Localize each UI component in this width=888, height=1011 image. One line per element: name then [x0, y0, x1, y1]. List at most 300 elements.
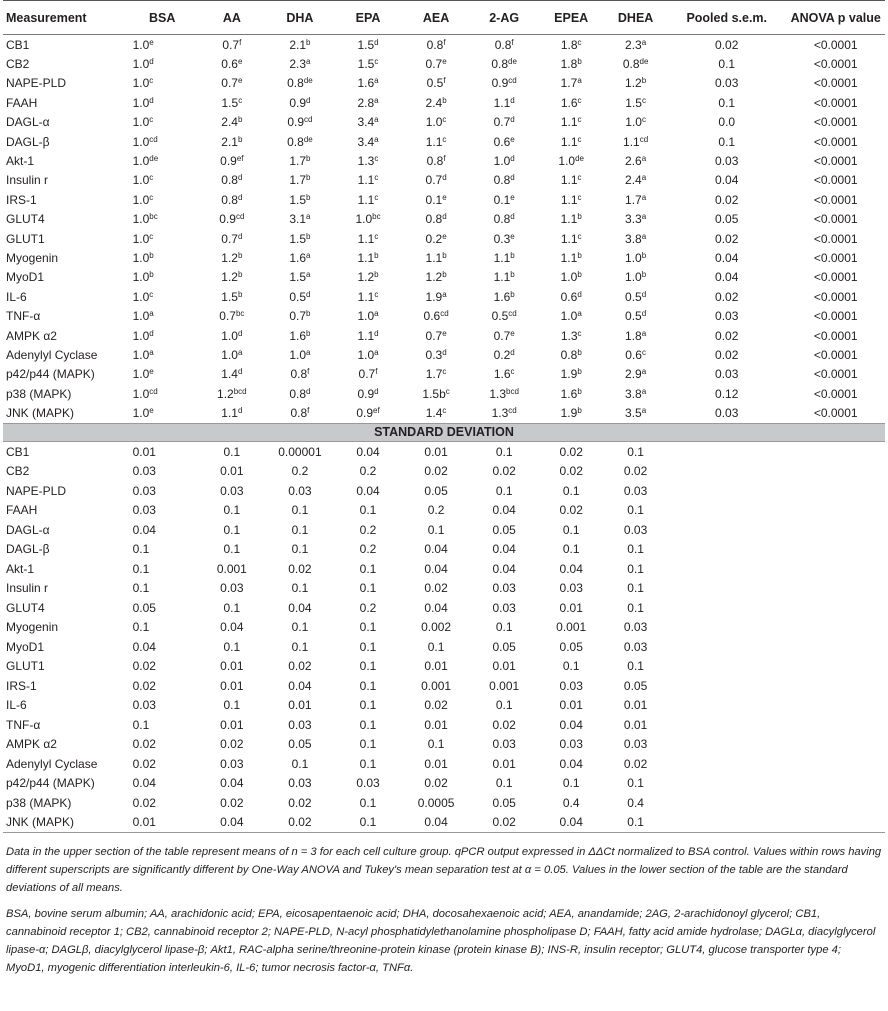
significance-letter: a: [577, 309, 582, 319]
significance-letter: b: [237, 289, 243, 299]
mean-value: 1.8: [625, 328, 642, 343]
pooled-sem: 0.1: [718, 57, 736, 72]
sd-cell: 0.03: [623, 639, 648, 654]
row-label: JNK (MAPK): [6, 406, 75, 421]
empty-cell: [786, 461, 885, 481]
mean-cell: [470, 384, 538, 403]
mean-cell: [538, 54, 604, 73]
mean-cell: [470, 113, 538, 132]
significance-letter: f: [375, 367, 378, 377]
empty-cell: [786, 676, 885, 696]
row-label: IL-6: [6, 289, 27, 304]
significance-letter: a: [641, 212, 647, 222]
sd-cell: 0.04: [132, 639, 156, 654]
mean-cell: [604, 74, 667, 93]
sd-cell: 0.1: [495, 698, 513, 713]
significance-letter: c: [149, 231, 154, 241]
table-row: [3, 481, 885, 501]
mean-value: 1.5: [357, 57, 375, 72]
mean-cell: [127, 74, 198, 93]
sd-cell: 0.1: [223, 698, 241, 713]
sd-cell: 0.03: [559, 678, 583, 693]
mean-value: 1.0: [625, 270, 642, 285]
pooled-sem: 0.03: [715, 367, 739, 382]
significance-letter: c: [442, 115, 447, 125]
sd-cell: 0.01: [424, 659, 448, 674]
mean-cell: [127, 229, 198, 248]
sd-cell: 0.04: [288, 678, 312, 693]
row-label: p38 (MAPK): [6, 795, 72, 810]
mean-cell: [266, 248, 334, 267]
mean-value: 1.0: [132, 173, 150, 188]
row-label: GLUT1: [6, 231, 45, 246]
sd-cell: 0.1: [627, 503, 644, 518]
sd-cell: 0.1: [359, 698, 377, 713]
mean-cell: [402, 132, 470, 151]
significance-letter: d: [510, 212, 515, 222]
table-row: [3, 441, 885, 461]
significance-letter: de: [303, 134, 313, 144]
significance-letter: e: [149, 37, 154, 47]
sd-cell: 0.01: [492, 659, 516, 674]
mean-cell: [334, 306, 402, 325]
pooled-sem: 0.03: [715, 309, 739, 324]
significance-letter: a: [306, 57, 311, 67]
sd-cell: 0.03: [132, 483, 156, 498]
significance-letter: a: [237, 347, 243, 357]
mean-value: 1.0: [221, 328, 238, 343]
mean-value: 1.5b: [422, 386, 446, 401]
sd-cell: 0.1: [359, 795, 377, 810]
mean-cell: [127, 54, 198, 73]
significance-letter: b: [641, 270, 647, 280]
column-header: Pooled s.e.m.: [667, 1, 786, 35]
mean-cell: [402, 229, 470, 248]
mean-value: 1.1: [493, 250, 511, 265]
empty-cell: [667, 676, 786, 696]
mean-cell: [470, 403, 538, 423]
mean-value: 0.8: [287, 134, 304, 149]
sd-cell: 0.00001: [278, 444, 322, 459]
mean-value: 0.5: [625, 289, 642, 304]
mean-value: 1.0: [560, 309, 578, 324]
significance-letter: b: [577, 367, 582, 377]
significance-letter: d: [374, 328, 379, 338]
table-row: [3, 171, 885, 190]
mean-cell: [266, 345, 334, 364]
row-label: Insulin r: [6, 581, 49, 596]
sd-cell: 0.2: [359, 522, 377, 537]
mean-value: 1.0: [132, 134, 150, 149]
mean-cell: [334, 35, 402, 55]
mean-cell: [334, 74, 402, 93]
sd-cell: 0.1: [562, 483, 580, 498]
mean-cell: [470, 229, 538, 248]
significance-letter: f: [239, 37, 242, 47]
pooled-sem: 0.0: [718, 115, 736, 130]
mean-value: 1.0: [221, 347, 238, 362]
empty-cell: [786, 734, 885, 754]
significance-letter: bc: [149, 212, 158, 222]
significance-letter: f: [443, 76, 446, 86]
mean-cell: [334, 210, 402, 229]
significance-letter: b: [510, 270, 515, 280]
mean-cell: [604, 190, 667, 209]
sd-cell: 0.1: [132, 542, 150, 557]
mean-cell: [538, 151, 604, 170]
mean-value: 1.3: [489, 386, 507, 401]
anova-p: <0.0001: [813, 115, 858, 130]
mean-value: 1.8: [560, 37, 578, 52]
mean-value: 0.7: [425, 328, 443, 343]
significance-letter: bc: [372, 212, 381, 222]
significance-letter: d: [237, 231, 243, 241]
mean-value: 1.1: [623, 134, 640, 149]
empty-cell: [786, 539, 885, 559]
sd-cell: 0.03: [492, 737, 516, 752]
mean-cell: [127, 403, 198, 423]
mean-cell: [198, 306, 266, 325]
sd-cell: 0.1: [627, 776, 644, 791]
sd-cell: 0.1: [495, 444, 513, 459]
significance-letter: de: [575, 154, 584, 164]
mean-value: 1.1: [560, 212, 578, 227]
pooled-sem: 0.02: [715, 289, 739, 304]
mean-value: 1.6: [493, 289, 511, 304]
significance-letter: c: [577, 328, 582, 338]
significance-letter: e: [442, 328, 447, 338]
column-header: DHEA: [604, 1, 667, 35]
significance-letter: a: [374, 95, 379, 105]
sd-cell: 0.03: [220, 756, 244, 771]
significance-letter: c: [577, 37, 582, 47]
significance-letter: d: [149, 328, 154, 338]
sd-cell: 0.02: [424, 464, 448, 479]
sd-cell: 0.04: [132, 522, 156, 537]
significance-letter: de: [639, 57, 649, 67]
anova-p: <0.0001: [813, 289, 858, 304]
mean-value: 1.0: [357, 347, 375, 362]
significance-letter: d: [306, 386, 311, 396]
significance-letter: c: [149, 289, 154, 299]
empty-cell: [786, 578, 885, 598]
significance-letter: a: [641, 328, 647, 338]
mean-cell: [604, 268, 667, 287]
sd-cell: 0.1: [359, 737, 377, 752]
empty-cell: [667, 793, 786, 813]
significance-letter: b: [237, 115, 243, 125]
sd-cell: 0.001: [556, 620, 587, 635]
mean-value: 1.1: [357, 173, 375, 188]
significance-letter: cd: [508, 309, 517, 319]
pooled-sem: 0.04: [715, 173, 739, 188]
significance-letter: c: [374, 289, 379, 299]
mean-cell: [604, 384, 667, 403]
row-label: FAAH: [6, 95, 38, 110]
table-row: [3, 695, 885, 715]
mean-cell: [402, 93, 470, 112]
mean-value: 1.5: [221, 289, 238, 304]
mean-cell: [127, 210, 198, 229]
mean-cell: [604, 151, 667, 170]
sd-cell: 0.1: [132, 561, 150, 576]
mean-value: 0.7: [219, 309, 236, 324]
significance-letter: cd: [235, 212, 245, 222]
header-row: [3, 1, 885, 35]
mean-cell: [266, 171, 334, 190]
mean-value: 0.6: [493, 134, 511, 149]
empty-cell: [667, 637, 786, 657]
mean-value: 1.1: [357, 192, 375, 207]
mean-cell: [538, 384, 604, 403]
mean-value: 2.9: [625, 367, 642, 382]
mean-cell: [470, 248, 538, 267]
significance-letter: e: [510, 231, 515, 241]
table-row: [3, 35, 885, 55]
sd-cell: 0.03: [220, 483, 244, 498]
significance-letter: a: [374, 76, 379, 86]
mean-value: 2.1: [289, 37, 307, 52]
sd-cell: 0.02: [492, 464, 516, 479]
mean-value: 2.8: [357, 95, 375, 110]
means-section: [3, 35, 885, 424]
significance-letter: c: [641, 347, 646, 357]
empty-cell: [667, 734, 786, 754]
mean-cell: [470, 306, 538, 325]
significance-letter: b: [641, 76, 647, 86]
mean-value: 2.3: [289, 57, 307, 72]
mean-cell: [127, 35, 198, 55]
sd-cell: 0.05: [132, 600, 156, 615]
mean-cell: [334, 403, 402, 423]
mean-cell: [334, 132, 402, 151]
mean-cell: [266, 35, 334, 55]
sd-cell: 0.1: [223, 522, 241, 537]
sd-cell: 0.05: [424, 483, 448, 498]
mean-cell: [127, 93, 198, 112]
significance-letter: c: [442, 406, 447, 416]
mean-cell: [198, 93, 266, 112]
sd-cell: 0.02: [132, 737, 156, 752]
pooled-sem: 0.02: [715, 347, 739, 362]
pooled-sem: 0.02: [715, 328, 739, 343]
sd-cell: 0.1: [627, 581, 644, 596]
mean-value: 1.5: [221, 95, 239, 110]
sd-cell: 0.04: [559, 561, 583, 576]
sd-cell: 0.01: [220, 717, 244, 732]
mean-cell: [198, 210, 266, 229]
sd-cell: 0.05: [492, 639, 516, 654]
mean-cell: [127, 171, 198, 190]
empty-cell: [786, 559, 885, 579]
mean-cell: [127, 113, 198, 132]
sd-cell: 0.1: [132, 717, 150, 732]
mean-value: 0.7: [289, 309, 307, 324]
mean-value: 1.7: [425, 367, 443, 382]
significance-letter: e: [510, 192, 515, 202]
mean-cell: [538, 268, 604, 287]
significance-letter: c: [149, 192, 154, 202]
sd-cell: 0.1: [291, 522, 309, 537]
mean-value: 1.2: [221, 250, 238, 265]
sd-cell: 0.002: [421, 620, 452, 635]
pooled-sem: 0.04: [715, 250, 739, 265]
significance-letter: a: [374, 115, 379, 125]
anova-p: <0.0001: [813, 231, 858, 246]
mean-cell: [604, 210, 667, 229]
empty-cell: [667, 578, 786, 598]
significance-letter: d: [510, 115, 515, 125]
mean-value: 1.1: [560, 192, 578, 207]
mean-value: 3.5: [625, 406, 642, 421]
sd-cell: 0.01: [220, 659, 244, 674]
mean-value: 1.2: [221, 270, 238, 285]
mean-cell: [198, 268, 266, 287]
mean-value: 0.9: [287, 115, 305, 130]
mean-value: 0.1: [425, 192, 443, 207]
empty-cell: [667, 754, 786, 774]
significance-letter: c: [149, 115, 154, 125]
mean-value: 0.8: [491, 57, 509, 72]
row-label: FAAH: [6, 503, 38, 518]
table-header: [3, 1, 885, 35]
mean-value: 3.8: [625, 231, 642, 246]
sd-cell: 0.05: [559, 639, 583, 654]
mean-value: 0.9: [220, 154, 237, 169]
anova-p: <0.0001: [813, 250, 858, 265]
sd-cell: 0.1: [291, 756, 309, 771]
row-label: AMPK α2: [6, 737, 57, 752]
significance-letter: d: [149, 95, 154, 105]
mean-cell: [334, 151, 402, 170]
table-row: [3, 812, 885, 832]
mean-cell: [334, 171, 402, 190]
row-label: p42/p44 (MAPK): [6, 367, 95, 382]
sd-cell: 0.1: [427, 522, 445, 537]
sd-cell: 0.03: [559, 581, 583, 596]
mean-value: 1.2: [425, 270, 443, 285]
column-header: DHA: [266, 1, 334, 35]
sd-cell: 0.02: [132, 659, 156, 674]
row-label: CB2: [6, 57, 30, 72]
sd-cell: 0.04: [559, 717, 583, 732]
column-header: AEA: [402, 1, 470, 35]
row-label: IL-6: [6, 698, 27, 713]
mean-value: 1.7: [289, 173, 307, 188]
mean-value: 0.5: [625, 309, 642, 324]
table-row: [3, 365, 885, 384]
significance-letter: a: [641, 154, 647, 164]
significance-letter: ef: [236, 154, 244, 164]
significance-letter: a: [149, 347, 154, 357]
mean-value: 0.9: [289, 95, 307, 110]
significance-letter: d: [237, 328, 243, 338]
significance-letter: d: [510, 95, 515, 105]
mean-value: 1.1: [493, 270, 511, 285]
sd-cell: 0.1: [359, 620, 377, 635]
mean-cell: [402, 248, 470, 267]
significance-letter: c: [510, 367, 515, 377]
mean-value: 1.0: [132, 289, 150, 304]
mean-value: 1.0: [132, 386, 150, 401]
anova-p: <0.0001: [813, 270, 858, 285]
mean-value: 1.1: [425, 134, 443, 149]
mean-value: 1.0: [625, 115, 642, 130]
significance-letter: d: [306, 289, 311, 299]
significance-letter: d: [442, 173, 447, 183]
significance-letter: c: [577, 115, 582, 125]
significance-letter: c: [374, 192, 379, 202]
sd-cell: 0.03: [559, 737, 583, 752]
significance-letter: d: [510, 154, 515, 164]
sd-cell: 0.03: [623, 620, 648, 635]
mean-value: 0.5: [289, 289, 307, 304]
mean-value: 1.6: [560, 95, 578, 110]
note-abbreviations: BSA, bovine serum albumin; AA, arachidonic acid; EPA, eicosapentaenoic acid; DHA, docosahexaenoic acid; AEA, anandamide; 2AG, 2-arachidonoyl glycerol; CB1, cannabinoid receptor 1; CB2, cannabinoid receptor 2; NAPE-PLD, N-acyl phosphatidylethanolamine phospholipase D; FAAH, fatty acid amide hydrolase; DAGLα, diacylglycerol lipase-α; DAGLβ, diacylglycerol lipase-β; Akt1, RAC-alpha serine/threonine-protein kinase (protein kinase B); INS-R, insulin receptor; GLUT4, glucose transporter type 4; MyoD1, myogenic differentiation interleukin-6, IL-6; tumor necrosis factor-α, TNFα.: [6, 907, 876, 974]
mean-cell: [604, 93, 667, 112]
significance-letter: d: [306, 95, 311, 105]
sd-cell: 0.04: [492, 561, 516, 576]
sd-cell: 0.02: [132, 756, 156, 771]
significance-letter: b: [577, 406, 582, 416]
empty-cell: [786, 656, 885, 676]
sd-cell: 0.02: [424, 581, 448, 596]
results-table: [3, 0, 885, 833]
mean-value: 1.3: [560, 328, 578, 343]
sd-cell: 0.01: [220, 464, 244, 479]
sd-cell: 0.0005: [417, 795, 455, 810]
mean-cell: [538, 74, 604, 93]
mean-value: 0.7: [221, 231, 238, 246]
mean-cell: [402, 113, 470, 132]
mean-value: 2.3: [625, 37, 642, 52]
mean-value: 1.4: [221, 367, 238, 382]
mean-value: 1.6: [560, 386, 578, 401]
table-row: [3, 617, 885, 637]
mean-value: 1.0: [132, 406, 150, 421]
table-row: [3, 74, 885, 93]
mean-cell: [127, 132, 198, 151]
sd-cell: 0.1: [359, 639, 377, 654]
pooled-sem: 0.03: [715, 406, 739, 421]
mean-cell: [538, 345, 604, 364]
significance-letter: c: [445, 386, 450, 396]
empty-cell: [786, 598, 885, 618]
mean-value: 1.0: [493, 154, 511, 169]
mean-value: 1.1: [560, 115, 578, 130]
sd-cell: 0.1: [562, 542, 580, 557]
table-row: [3, 793, 885, 813]
mean-cell: [127, 326, 198, 345]
mean-cell: [198, 248, 266, 267]
sd-cell: 0.01: [424, 717, 448, 732]
mean-cell: [604, 54, 667, 73]
empty-cell: [667, 598, 786, 618]
pooled-sem: 0.04: [715, 270, 739, 285]
significance-letter: bcd: [506, 386, 519, 396]
mean-value: 1.1: [221, 406, 238, 421]
mean-value: 0.2: [493, 347, 511, 362]
sd-cell: 0.1: [627, 600, 644, 615]
table-row: [3, 734, 885, 754]
sd-cell: 0.001: [216, 561, 247, 576]
row-label: CB1: [6, 444, 30, 459]
significance-letter: b: [442, 95, 447, 105]
mean-value: 1.3: [491, 406, 509, 421]
mean-cell: [604, 171, 667, 190]
significance-letter: b: [577, 250, 582, 260]
sd-cell: 0.1: [627, 542, 644, 557]
